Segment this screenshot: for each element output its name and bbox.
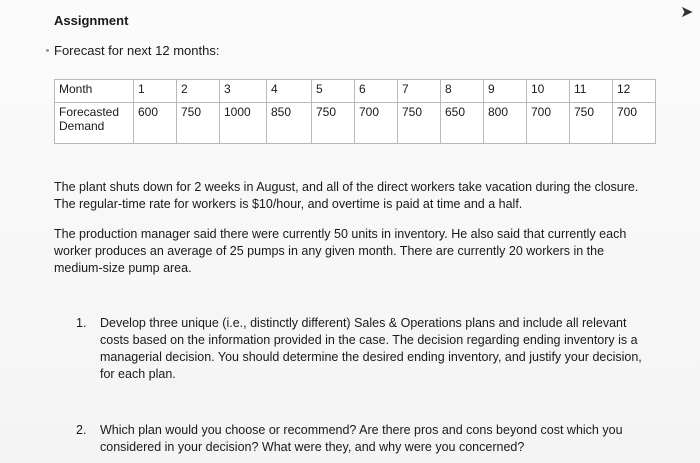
table-cell: 11 xyxy=(570,80,613,103)
table-cell: 650 xyxy=(441,103,484,144)
table-cell: 6 xyxy=(355,80,398,103)
table-row-month xyxy=(55,80,656,103)
table-cell: 9 xyxy=(484,80,527,103)
table-cell: 1000 xyxy=(220,103,267,144)
pointer-arrow-icon: ➤ xyxy=(680,4,694,21)
question-number: 1. xyxy=(76,316,87,330)
table-cell: 8 xyxy=(441,80,484,103)
table-cell-label: Forecasted Demand xyxy=(55,103,134,144)
question-number: 2. xyxy=(76,423,87,437)
question-text: Which plan would you choose or recommend? Are there pros and cons beyond cost which you considered in your decision? What were they, and why were you concerned? xyxy=(100,423,623,454)
table-cell: 800 xyxy=(484,103,527,144)
question-text: Develop three unique (i.e., distinctly different) Sales & Operations plans and include all relevant costs based on the information provided in the case. The decision regarding ending inventory is a managerial decision. You should determine the desired ending inventory, and justify your decision, for each plan. xyxy=(100,316,642,381)
table-cell: 750 xyxy=(570,103,613,144)
table-cell: 4 xyxy=(267,80,312,103)
table-cell: 750 xyxy=(312,103,355,144)
table-cell: 7 xyxy=(398,80,441,103)
table-cell: 10 xyxy=(527,80,570,103)
table-cell: 850 xyxy=(267,103,312,144)
table-cell: 750 xyxy=(398,103,441,144)
page-title: Assignment xyxy=(54,13,129,28)
bullet-dot-icon xyxy=(46,49,49,52)
table-cell: 5 xyxy=(312,80,355,103)
paragraph-shutdown: The plant shuts down for 2 weeks in August, and all of the direct workers take vacation during the closure. The regular-time rate for workers is $10/hour, and overtime is paid at time and a half. xyxy=(54,180,639,211)
paragraph-inventory: The production manager said there were currently 50 units in inventory. He also said that currently each worker produces an average of 25 pumps in any given month. There are currently 20 workers in the medium-size pump area. xyxy=(54,227,627,275)
table-cell: 1 xyxy=(134,80,177,103)
table-cell: 700 xyxy=(613,103,656,144)
table-cell: 3 xyxy=(220,80,267,103)
table-cell: 12 xyxy=(613,80,656,103)
table-cell: 700 xyxy=(355,103,398,144)
table-cell-label: Month xyxy=(55,80,134,103)
table-cell: 700 xyxy=(527,103,570,144)
forecast-subtitle: Forecast for next 12 months: xyxy=(54,43,220,58)
table-row-demand xyxy=(55,103,656,144)
table-cell: 2 xyxy=(177,80,220,103)
table-cell: 750 xyxy=(177,103,220,144)
forecast-table xyxy=(54,79,656,144)
table-cell: 600 xyxy=(134,103,177,144)
